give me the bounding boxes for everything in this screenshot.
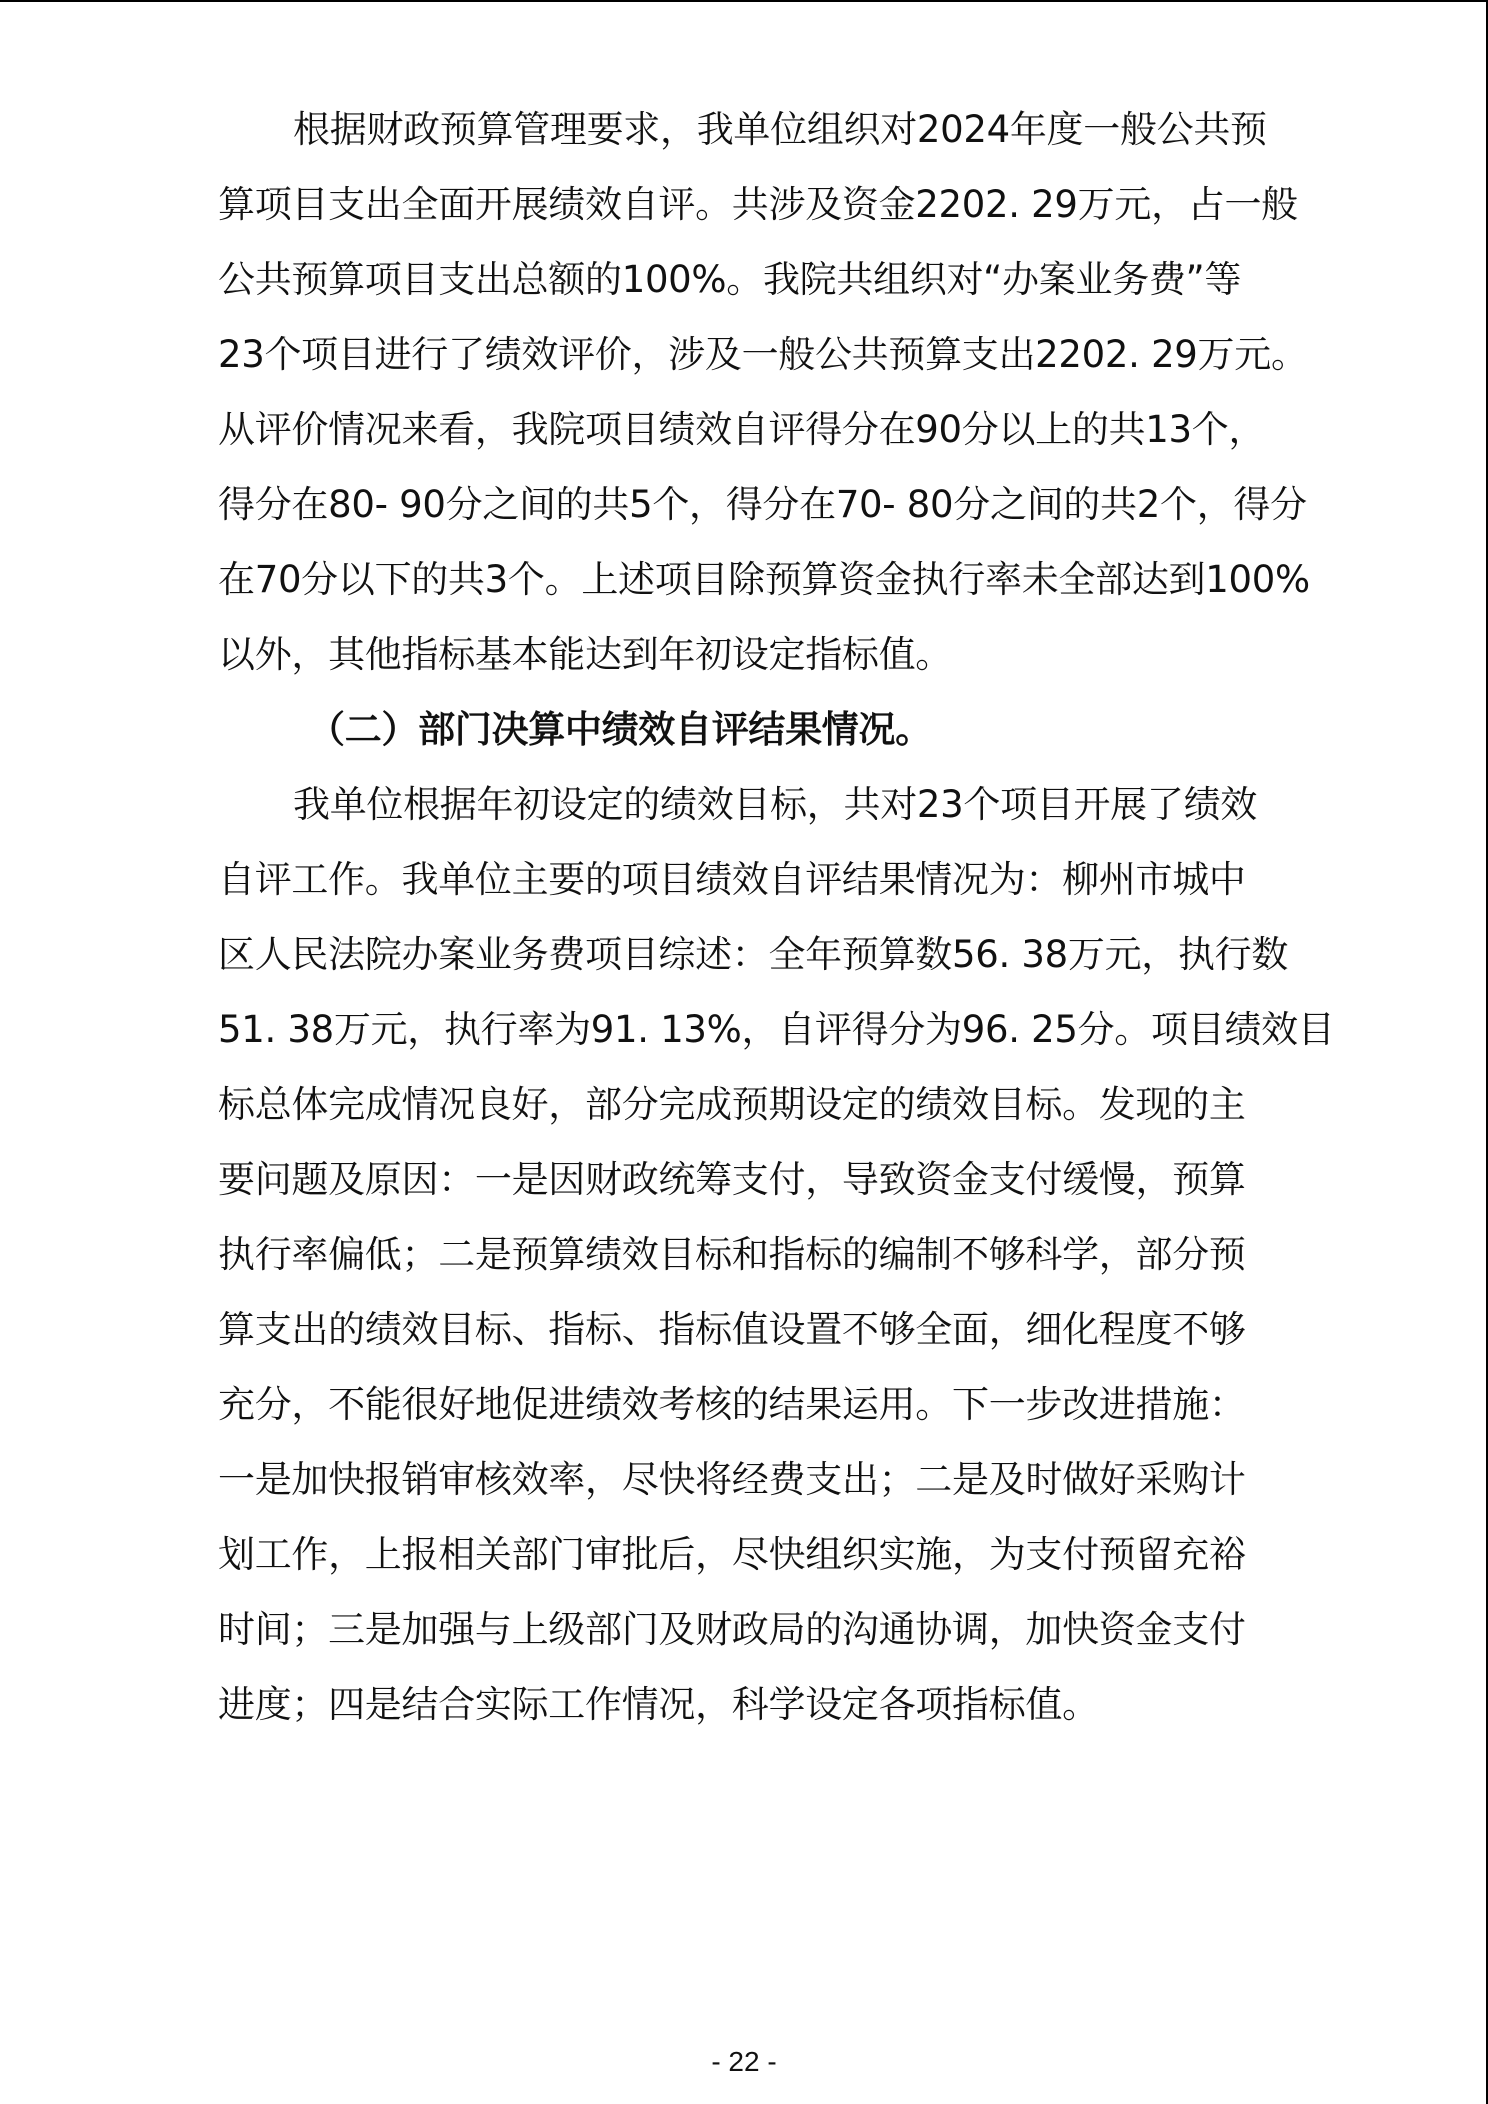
document-body [218, 100, 1335, 1750]
text-line: 自评工作。我单位主要的项目绩效自评结果情况为：柳州市城中 [218, 858, 1246, 901]
text-line: 在70分以下的共3个。上述项目除预算资金执行率未全部达到100% [218, 558, 1310, 601]
page-top-border [0, 0, 1488, 2]
section-heading: （二）部门决算中绩效自评结果情况。 [308, 708, 932, 751]
text-line: 要问题及原因：一是因财政统筹支付，导致资金支付缓慢，预算 [218, 1158, 1246, 1201]
text-line: 根据财政预算管理要求，我单位组织对2024年度一般公共预 [293, 108, 1267, 151]
text-line: 标总体完成情况良好，部分完成预期设定的绩效目标。发现的主 [218, 1083, 1246, 1126]
text-line: 一是加快报销审核效率，尽快将经费支出；二是及时做好采购计 [218, 1458, 1246, 1501]
text-line: 充分，不能很好地促进绩效考核的结果运用。下一步改进措施： [218, 1383, 1246, 1426]
text-line: 划工作，上报相关部门审批后，尽快组织实施，为支付预留充裕 [218, 1533, 1246, 1576]
text-line: 公共预算项目支出总额的100%。我院共组织对“办案业务费”等 [218, 258, 1242, 301]
text-line: 执行率偏低；二是预算绩效目标和指标的编制不够科学，部分预 [218, 1233, 1246, 1276]
text-line: 算项目支出全面开展绩效自评。共涉及资金2202. 29万元，占一般 [218, 183, 1298, 226]
paragraph-self-evaluation-results [218, 775, 1335, 1750]
text-line: 23个项目进行了绩效评价，涉及一般公共预算支出2202. 29万元。 [218, 333, 1308, 376]
text-line: 从评价情况来看，我院项目绩效自评得分在90分以上的共13个， [218, 408, 1266, 451]
text-line: 时间；三是加强与上级部门及财政局的沟通协调，加快资金支付 [218, 1608, 1246, 1651]
text-line: 我单位根据年初设定的绩效目标，共对23个项目开展了绩效 [293, 783, 1257, 826]
text-line: 进度；四是结合实际工作情况，科学设定各项指标值。 [218, 1683, 1099, 1726]
text-line: 算支出的绩效目标、指标、指标值设置不够全面，细化程度不够 [218, 1308, 1246, 1351]
text-line: 得分在80- 90分之间的共5个，得分在70- 80分之间的共2个，得分 [218, 483, 1307, 526]
text-line: 51. 38万元，执行率为91. 13%，自评得分为96. 25分。项目绩效目 [218, 1008, 1335, 1051]
text-line: 区人民法院办案业务费项目综述：全年预算数56. 38万元，执行数 [218, 933, 1289, 976]
page-number: - 22 - [711, 2046, 777, 2077]
text-line: 以外，其他指标基本能达到年初设定指标值。 [218, 633, 952, 676]
paragraph-performance-overview [218, 100, 1310, 700]
